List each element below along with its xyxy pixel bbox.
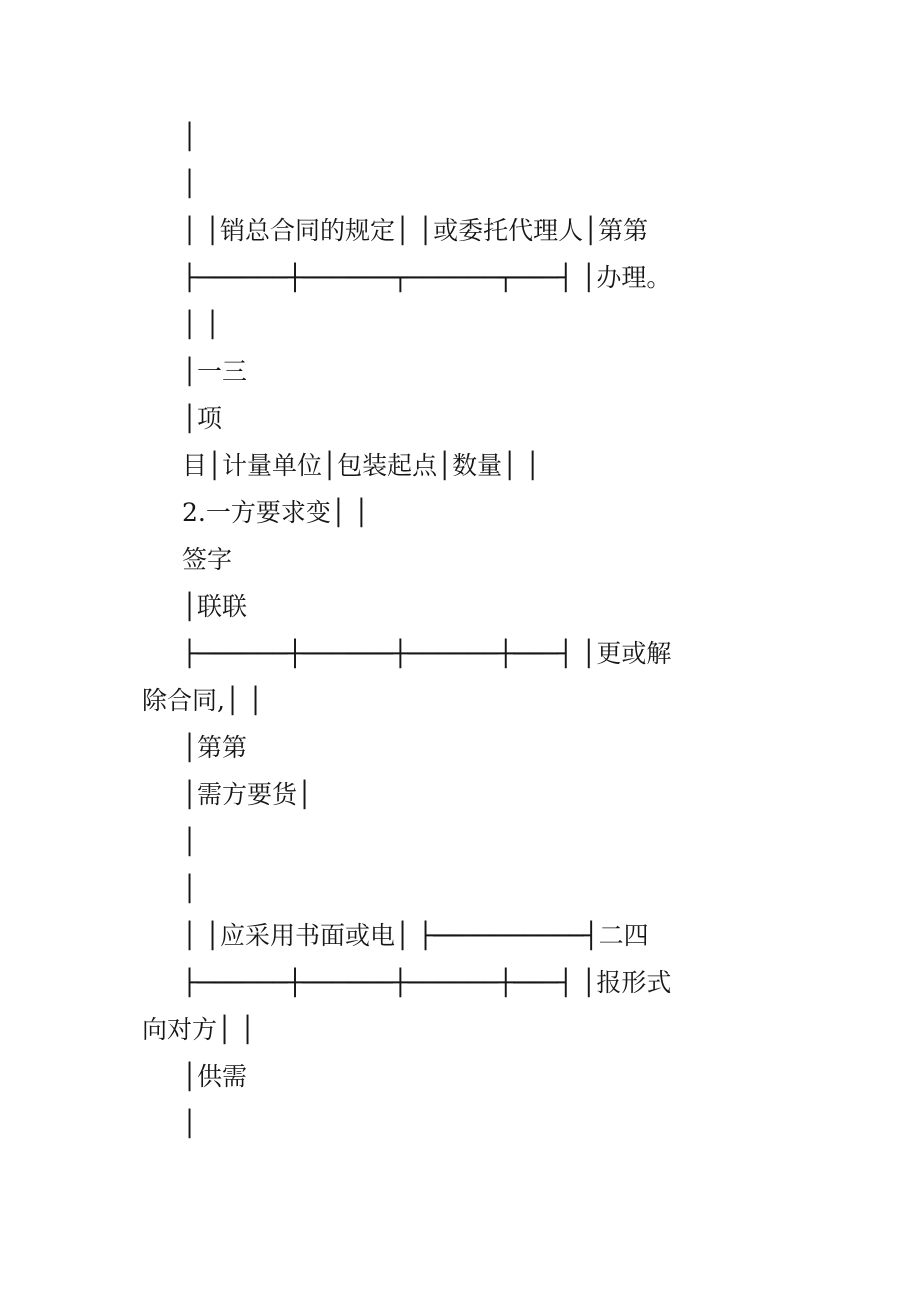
document-line-text: │ [182, 1109, 198, 1138]
document-text-line [142, 677, 920, 724]
document-text-line [142, 771, 920, 818]
document-line-text: │ [182, 874, 198, 903]
table-rule-line [142, 959, 920, 1006]
document-text-line [142, 207, 920, 254]
document-line-text: │ [182, 169, 198, 198]
table-rule-line [142, 912, 920, 959]
table-rule-line [142, 254, 920, 301]
document-line-text: 除合同,│ │ [142, 686, 263, 715]
document-line-text: ├──────┼──────┼──────┼───┤ │报形式 [182, 968, 672, 997]
document-text-line [142, 301, 920, 348]
document-body [142, 113, 920, 1147]
document-text-line [142, 113, 920, 160]
document-line-text: ├──────┼──────┬──────┬───┤ │办理。 [182, 263, 672, 292]
document-line-text: 目│计量单位│包装起点│数量│ │ [182, 451, 541, 480]
document-text-line [142, 818, 920, 865]
document-line-text: 签字 [182, 545, 233, 574]
document-line-text: │ │应采用书面或电│ ├──────────┤二四 [182, 921, 649, 950]
document-text-line [142, 1006, 920, 1053]
document-text-line [142, 395, 920, 442]
document-line-text: │ │ [182, 310, 221, 339]
document-line-text: │ │销总合同的规定│ │或委托代理人│第第 [182, 216, 649, 245]
document-text-line [142, 160, 920, 207]
document-text-line [142, 1053, 920, 1100]
document-line-text: 2.一方要求变│ │ [182, 498, 369, 527]
document-line-text: ├──────┼──────┼──────┼───┤ │更或解 [182, 639, 672, 668]
document-text-line [142, 1100, 920, 1147]
table-rule-line [142, 630, 920, 677]
document-line-text: │一三 [182, 357, 248, 386]
document-line-text: │ [182, 827, 198, 856]
document-text-line [142, 536, 920, 583]
document-line-text: │项 [182, 404, 223, 433]
document-line-text: │联联 [182, 592, 248, 621]
document-line-text: │需方要货│ [182, 780, 313, 809]
document-text-line [142, 724, 920, 771]
document-line-text: 向对方│ │ [142, 1015, 256, 1044]
document-text-line [142, 865, 920, 912]
document-line-text: │ [182, 122, 198, 151]
document-text-line [142, 348, 920, 395]
document-text-line [142, 442, 920, 489]
document-line-text: │供需 [182, 1062, 248, 1091]
document-text-line [142, 583, 920, 630]
document-line-text: │第第 [182, 733, 248, 762]
document-text-line [142, 489, 920, 536]
